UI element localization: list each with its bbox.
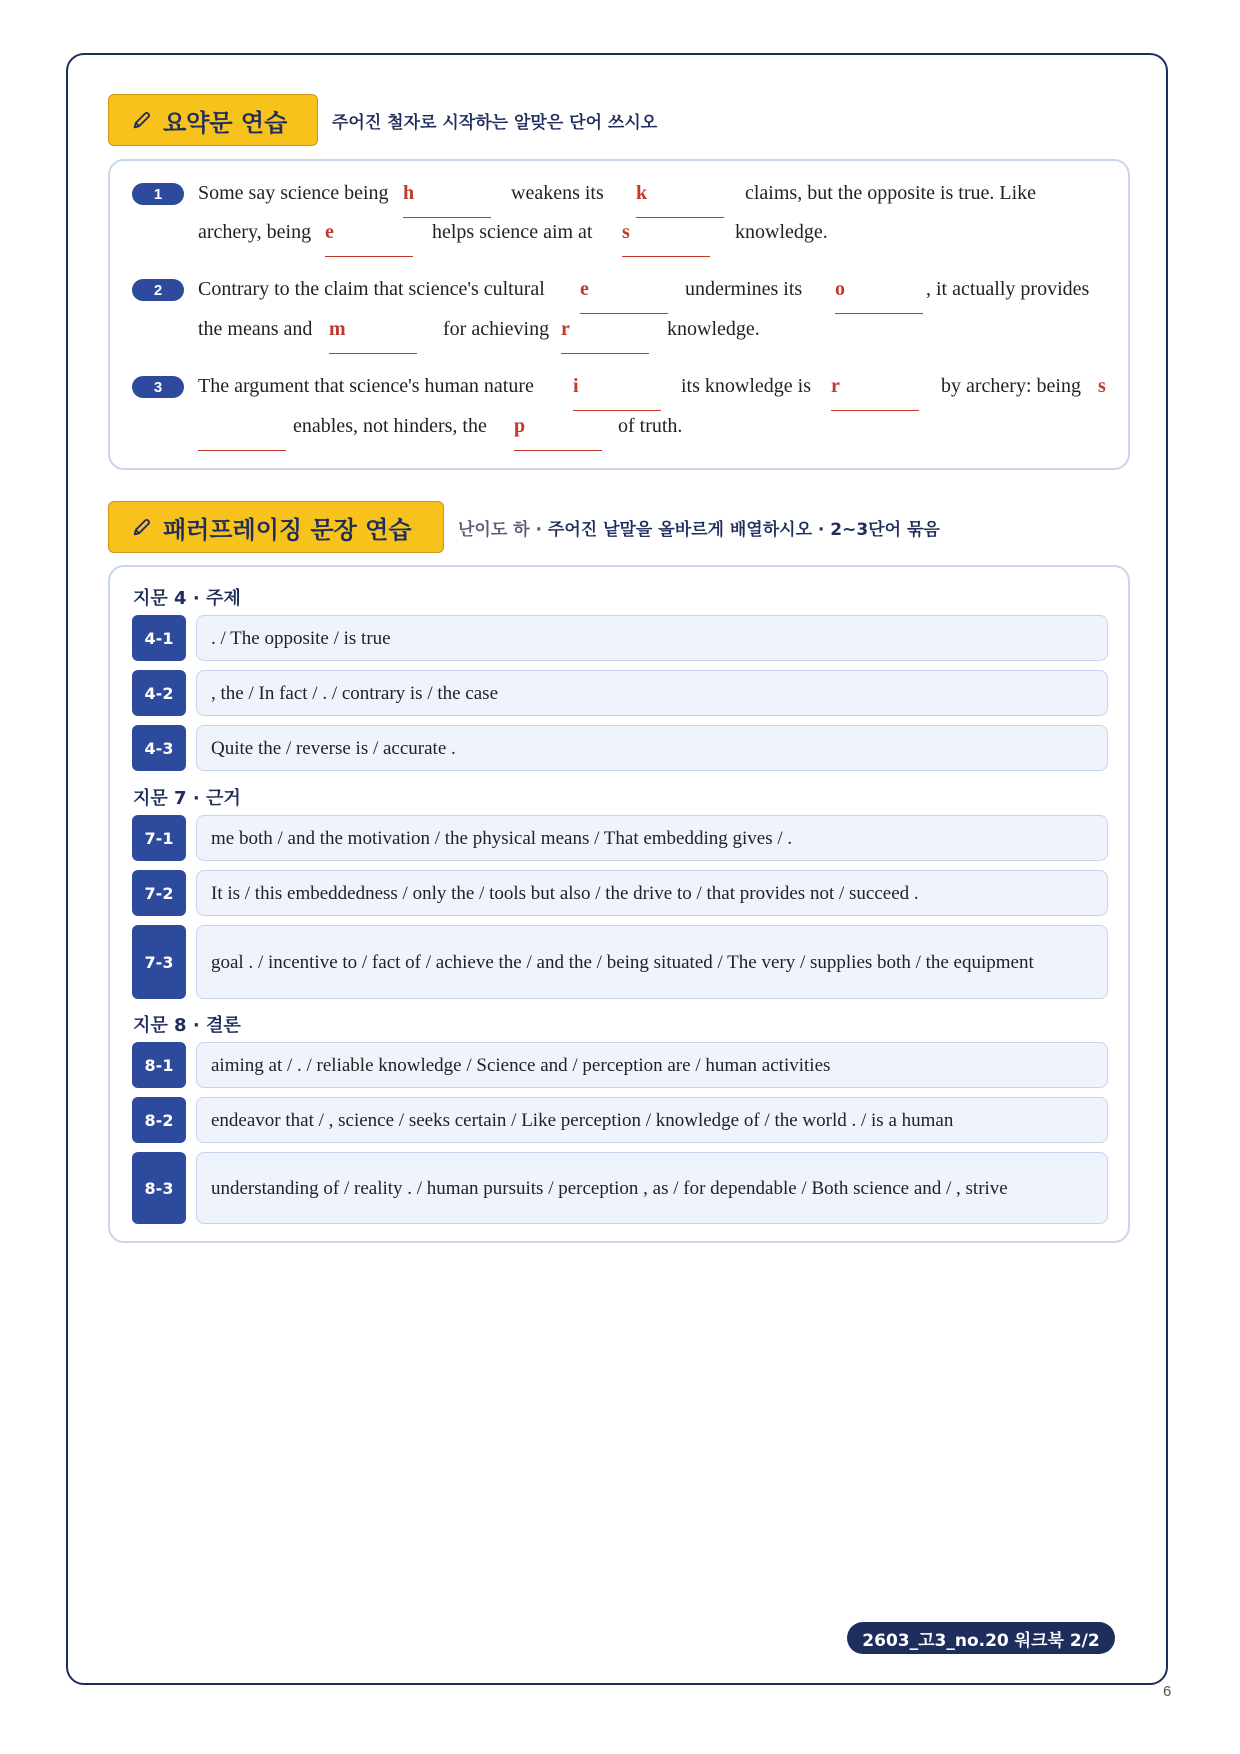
text-segment: weakens its <box>511 182 604 204</box>
summary-line <box>198 375 1118 401</box>
summary-tag <box>108 94 318 146</box>
group-title: 지문 4 · 주제 <box>133 588 241 609</box>
item-code: 4-1 <box>132 615 186 661</box>
word-chunks[interactable]: goal . / incentive to / fact of / achieve the / and the / being situated / The very / supplies both / the equipment <box>196 925 1108 999</box>
fill-blank[interactable] <box>403 182 491 208</box>
word-chunks[interactable]: aiming at / . / reliable knowledge / Science and / perception are / human activities <box>196 1042 1108 1088</box>
group-title: 지문 7 · 근거 <box>133 788 241 809</box>
item-code: 7-2 <box>132 870 186 916</box>
footer-label: 2603_고3_no.20 워크북 2/2 <box>847 1622 1115 1654</box>
list-item <box>132 615 1108 661</box>
blank-initial: e <box>325 221 334 243</box>
list-item <box>132 1097 1108 1143</box>
fill-blank[interactable] <box>325 221 413 247</box>
blank-initial: s <box>622 221 630 243</box>
text-segment: of truth. <box>618 415 683 437</box>
text-segment: archery, being <box>198 221 312 243</box>
blank-initial: o <box>835 278 845 300</box>
fill-blank[interactable] <box>1098 375 1112 401</box>
fill-blank[interactable] <box>329 318 417 344</box>
word-chunks[interactable]: It is / this embeddedness / only the / tools but also / the drive to / that provides not / succeed . <box>196 870 1108 916</box>
text-segment: for achieving <box>443 318 550 340</box>
text-segment: helps science aim at <box>432 221 593 243</box>
list-item <box>132 670 1108 716</box>
blank-initial: h <box>403 182 415 204</box>
fill-blank[interactable] <box>835 278 923 304</box>
paraphrase-box <box>108 565 1130 1243</box>
difficulty-label: 난이도 하 · <box>458 519 542 540</box>
blank-initial: e <box>580 278 589 300</box>
fill-blank[interactable] <box>573 375 661 401</box>
list-item <box>132 1042 1108 1088</box>
word-chunks[interactable]: Quite the / reverse is / accurate . <box>196 725 1108 771</box>
paraphrase-instruction <box>458 515 940 540</box>
item-code: 8-2 <box>132 1097 186 1143</box>
text-segment: The argument that science's human nature <box>198 375 534 397</box>
word-chunks[interactable]: , the / In fact / . / contrary is / the case <box>196 670 1108 716</box>
fill-blank[interactable] <box>580 278 668 304</box>
list-item <box>132 870 1108 916</box>
fill-blank[interactable] <box>514 415 602 441</box>
item-code: 7-1 <box>132 815 186 861</box>
item-number: 1 <box>132 183 184 205</box>
pencil-icon <box>131 516 153 538</box>
summary-line <box>198 182 1118 208</box>
instruction-text: 주어진 낱말을 올바르게 배열하시오 · 2~3단어 묶음 <box>547 519 940 540</box>
paraphrase-tag <box>108 501 444 553</box>
summary-item <box>132 279 1117 359</box>
item-code: 8-3 <box>132 1152 186 1224</box>
pencil-icon <box>131 109 153 131</box>
list-item <box>132 1152 1108 1224</box>
paraphrase-header <box>108 501 940 553</box>
item-code: 7-3 <box>132 925 186 999</box>
blank-initial: k <box>636 182 648 204</box>
text-segment: Contrary to the claim that science's cultural <box>198 278 545 300</box>
word-chunks[interactable]: understanding of / reality . / human pursuits / perception , as / for dependable / Both science and / , strive <box>196 1152 1108 1224</box>
blank-initial: i <box>573 375 579 397</box>
text-segment: knowledge. <box>735 221 828 243</box>
item-code: 8-1 <box>132 1042 186 1088</box>
item-code: 4-3 <box>132 725 186 771</box>
page-number: 6 <box>1163 1683 1172 1700</box>
paraphrase-title: 패러프레이징 문장 연습 <box>163 515 412 544</box>
item-number: 3 <box>132 376 184 398</box>
list-item <box>132 815 1108 861</box>
text-segment: Some say science being <box>198 182 389 204</box>
item-code: 4-2 <box>132 670 186 716</box>
text-segment: by archery: being <box>941 375 1081 397</box>
text-segment: the means and <box>198 318 313 340</box>
summary-box <box>108 159 1130 470</box>
blank-initial: m <box>329 318 346 340</box>
summary-item <box>132 183 1117 263</box>
text-segment: , it actually provides <box>926 278 1090 300</box>
text-segment: enables, not hinders, the <box>293 415 487 437</box>
word-chunks[interactable]: me both / and the motivation / the physical means / That embedding gives / . <box>196 815 1108 861</box>
text-segment: knowledge. <box>667 318 760 340</box>
group-title: 지문 8 · 결론 <box>133 1015 241 1036</box>
fill-blank[interactable] <box>622 221 710 247</box>
summary-title: 요약문 연습 <box>163 108 288 137</box>
summary-instruction: 주어진 철자로 시작하는 알맞은 단어 쓰시오 <box>332 112 658 133</box>
blank-initial: r <box>831 375 840 397</box>
list-item <box>132 925 1108 999</box>
blank-initial: p <box>514 415 526 437</box>
blank-initial: s <box>1098 375 1106 397</box>
fill-blank[interactable] <box>831 375 919 401</box>
text-segment: its knowledge is <box>681 375 811 397</box>
summary-line <box>198 318 1118 344</box>
fill-blank[interactable] <box>561 318 649 344</box>
item-number: 2 <box>132 279 184 301</box>
text-segment: claims, but the opposite is true. Like <box>745 182 1037 204</box>
summary-header <box>108 94 657 146</box>
summary-line <box>198 221 1118 247</box>
summary-line <box>198 278 1118 304</box>
word-chunks[interactable]: endeavor that / , science / seeks certain / Like perception / knowledge of / the world . / is a human <box>196 1097 1108 1143</box>
summary-item <box>132 376 1117 456</box>
list-item <box>132 725 1108 771</box>
fill-blank[interactable] <box>198 415 286 441</box>
text-segment: undermines its <box>685 278 803 300</box>
word-chunks[interactable]: . / The opposite / is true <box>196 615 1108 661</box>
fill-blank[interactable] <box>636 182 724 208</box>
summary-line <box>198 415 1118 441</box>
blank-initial: r <box>561 318 570 340</box>
